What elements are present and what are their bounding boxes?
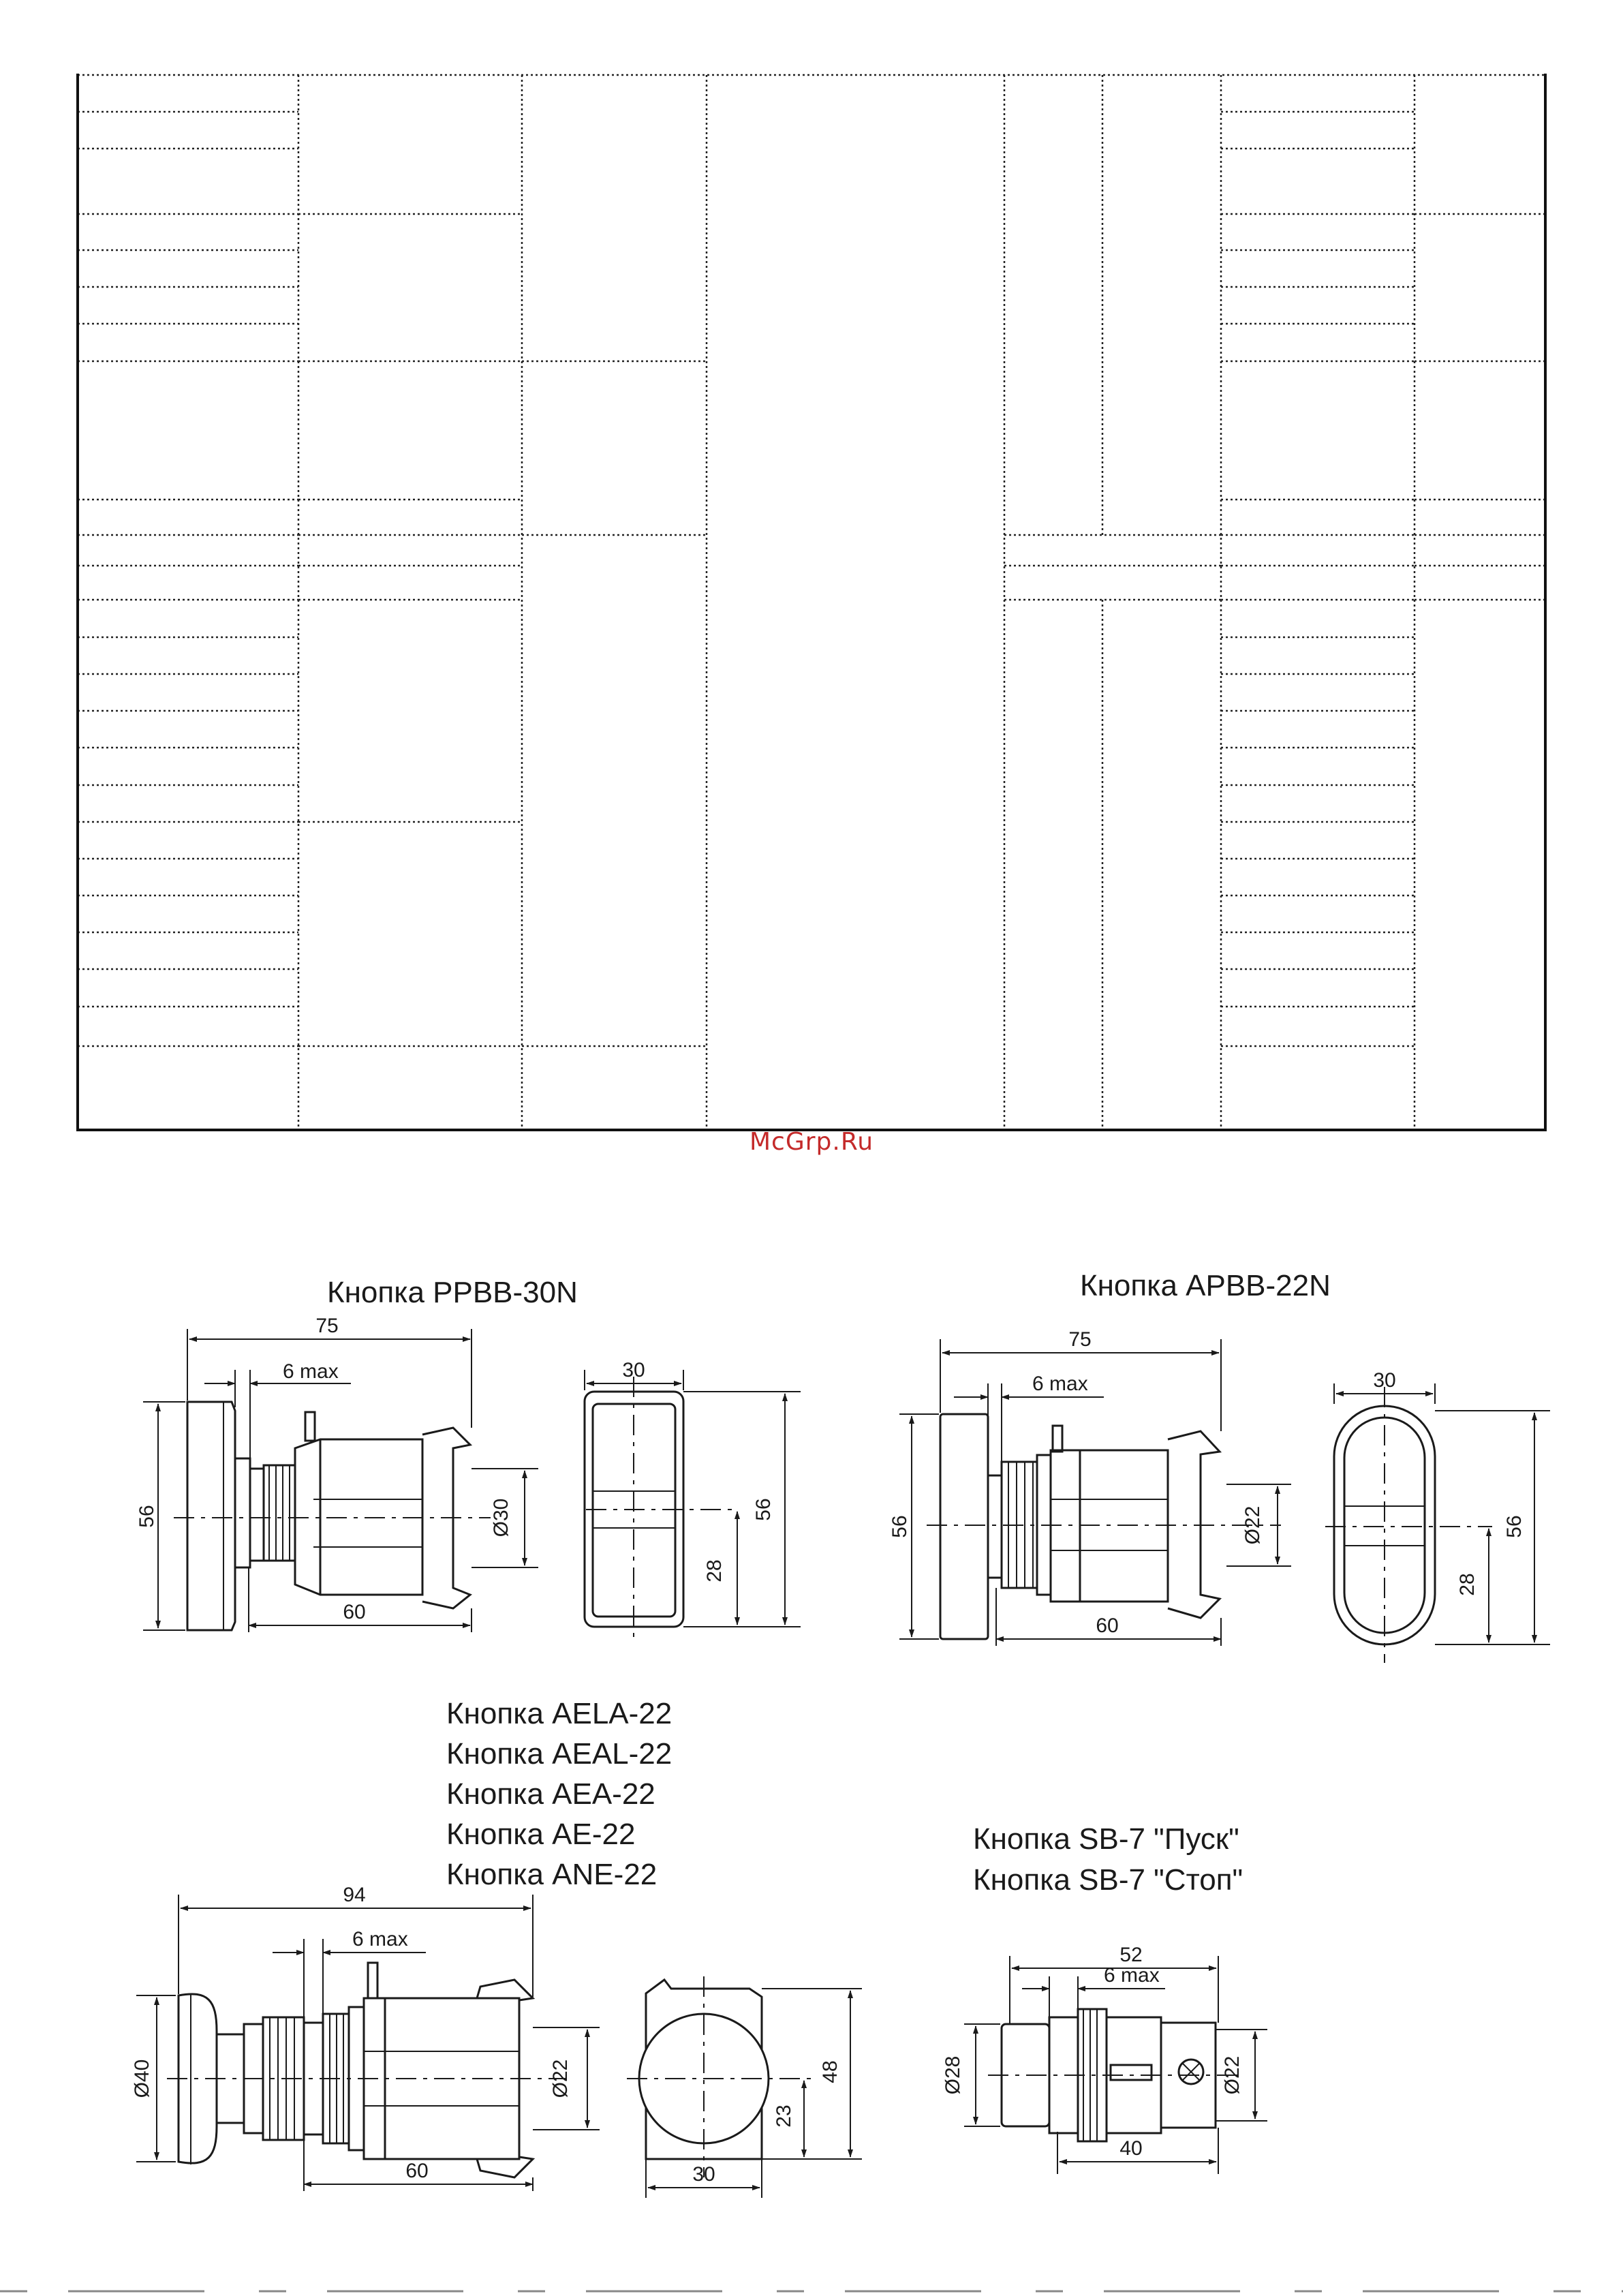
title-ppbb-30n: Кнопка PPBB-30N bbox=[327, 1276, 578, 1309]
ppbb30-side-view bbox=[174, 1402, 491, 1630]
sb7-dim-40: 40 bbox=[1119, 2137, 1143, 2160]
ae22-side-view bbox=[167, 1963, 566, 2177]
title-ae22-1: Кнопка AELA-22 bbox=[446, 1697, 673, 1730]
title-ae22-3: Кнопка AEA-22 bbox=[446, 1777, 655, 1811]
title-apbb-22n: Кнопка APBB-22N bbox=[1080, 1269, 1331, 1302]
ae22-dim-23: 23 bbox=[773, 2104, 795, 2128]
sb7-dim-52: 52 bbox=[1119, 1944, 1143, 1966]
apbb22-front-view bbox=[1325, 1387, 1492, 1663]
ae22-dim-30: 30 bbox=[692, 2163, 715, 2186]
apbb22-side-view bbox=[927, 1414, 1281, 1639]
apbb22-dim-56: 56 bbox=[888, 1515, 911, 1538]
ppbb30-dim-56: 56 bbox=[136, 1505, 158, 1528]
ppbb30-dim-30: 30 bbox=[622, 1359, 645, 1381]
title-sb7-start: Кнопка SB-7 "Пуск" bbox=[973, 1822, 1239, 1856]
ppbb30-front-view bbox=[585, 1377, 736, 1642]
sb7-side-view bbox=[988, 2009, 1240, 2141]
apbb22-dim-56-side: 56 bbox=[1503, 1515, 1526, 1538]
ae22-front-view bbox=[627, 1976, 818, 2177]
apbb22-dim-75: 75 bbox=[1068, 1328, 1092, 1351]
sb7-dim-d28: Ø28 bbox=[942, 2055, 964, 2095]
watermark: McGrp.Ru bbox=[749, 1128, 874, 1156]
ppbb30-dim-28: 28 bbox=[703, 1559, 726, 1582]
ae22-dim-48: 48 bbox=[819, 2060, 841, 2083]
ae22-dim-6max: 6 max bbox=[352, 1928, 408, 1950]
ppbb30-dim-d30: Ø30 bbox=[490, 1498, 512, 1537]
ae22-dim-d22: Ø22 bbox=[549, 2059, 572, 2098]
apbb22-dim-30: 30 bbox=[1373, 1369, 1396, 1392]
sb7-dim-6max: 6 max bbox=[1104, 1964, 1160, 1987]
apbb22-dim-6max: 6 max bbox=[1032, 1373, 1088, 1395]
sb7-dim-d22: Ø22 bbox=[1221, 2055, 1243, 2095]
ppbb30-dim-75: 75 bbox=[315, 1315, 339, 1337]
ppbb30-dim-60: 60 bbox=[343, 1601, 366, 1623]
apbb22-front-labels bbox=[1373, 1369, 1526, 1596]
title-ae22-2: Кнопка AEAL-22 bbox=[446, 1737, 673, 1771]
title-ae22-4: Кнопка AE-22 bbox=[446, 1818, 636, 1851]
ae22-dim-94: 94 bbox=[343, 1884, 366, 1906]
apbb22-dim-28: 28 bbox=[1456, 1573, 1479, 1596]
apbb22-dim-d22: Ø22 bbox=[1241, 1505, 1264, 1545]
title-sb7-stop: Кнопка SB-7 "Стоп" bbox=[973, 1863, 1243, 1897]
title-ae22-5: Кнопка ANE-22 bbox=[446, 1858, 658, 1891]
ae22-dim-60: 60 bbox=[405, 2160, 429, 2182]
ppbb30-dim-56-side: 56 bbox=[752, 1498, 775, 1521]
apbb22-dim-60: 60 bbox=[1096, 1614, 1119, 1637]
ppbb30-dim-6max: 6 max bbox=[283, 1360, 339, 1383]
ae22-dim-d40: Ø40 bbox=[131, 2059, 153, 2098]
